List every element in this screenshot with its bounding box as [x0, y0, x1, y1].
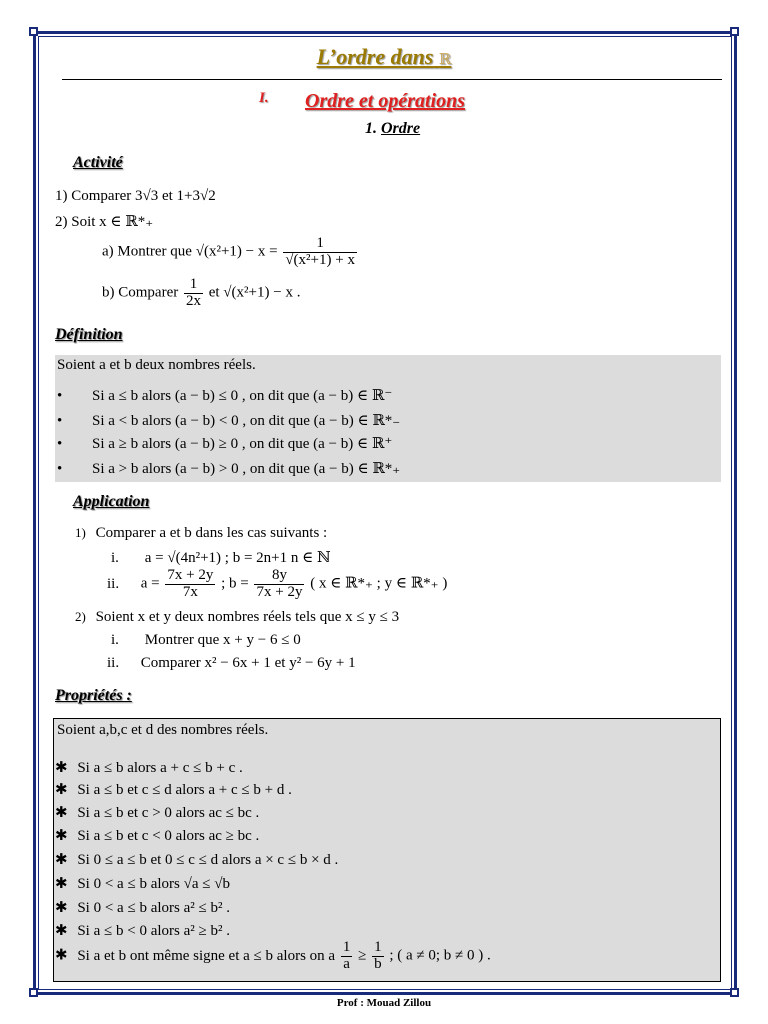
- propriete-item: [55, 850, 338, 869]
- fraction-numerator: 1: [342, 939, 351, 955]
- roman-number: i.: [111, 550, 119, 566]
- definition-intro: Soient a et b deux nombres réels.: [57, 357, 256, 373]
- q1-text: Comparer a et b dans les cas suivants :: [95, 525, 328, 541]
- activite-heading: Activité: [73, 154, 123, 171]
- definition-bullet: [57, 434, 392, 453]
- bullet-icon: •: [57, 388, 63, 404]
- section-title: Ordre et opérations: [305, 90, 465, 112]
- propriete-item: [55, 921, 230, 940]
- propriete-text: Si a et b ont même signe et a ≤ b alors on a: [77, 947, 339, 964]
- corner-ornament: [730, 27, 739, 36]
- propriete-item-last: [55, 940, 491, 973]
- application-q1: [75, 525, 327, 542]
- application-q2: [75, 609, 399, 626]
- definition-bullet-text: Si a < b alors (a − b) < 0 , on dit que (a − b) ∈ ℝ*₋: [92, 413, 401, 429]
- asterisk-icon: ✱: [55, 923, 68, 939]
- propriete-text: Si a ≤ b < 0 alors a² ≥ b² .: [77, 923, 230, 939]
- subsection-heading: [365, 120, 420, 138]
- fraction-denominator: 2x: [185, 292, 201, 309]
- propriete-text: Si a ≤ b et c ≤ d alors a + c ≤ b + d .: [77, 782, 292, 798]
- page-title: [0, 44, 768, 70]
- fraction-denominator: 7x + 2y: [256, 583, 303, 600]
- definition-bullet-text: Si a ≥ b alors (a − b) ≥ 0 , on dit que (a − b) ∈ ℝ⁺: [92, 436, 393, 452]
- proprietes-heading: Propriétés :: [55, 687, 132, 704]
- activite-b-text: b) Comparer: [102, 284, 182, 301]
- section-number: I.: [259, 90, 269, 106]
- propriete-item: [55, 780, 292, 799]
- q1-ii-b-label: ; b =: [221, 575, 253, 592]
- bullet-icon: •: [57, 461, 63, 477]
- fraction-numerator: 8y: [254, 568, 304, 585]
- asterisk-icon: ✱: [55, 876, 68, 892]
- fraction: [165, 568, 215, 601]
- q1-i-text: a = √(4n²+1) ; b = 2n+1 n ∈ ℕ: [144, 550, 331, 566]
- definition-bullet-text: Si a ≤ b alors (a − b) ≤ 0 , on dit que (a − b) ∈ ℝ⁻: [92, 388, 393, 404]
- definition-heading: Définition: [55, 326, 123, 343]
- asterisk-icon: ✱: [55, 900, 68, 916]
- definition-bullet: [57, 411, 400, 430]
- fraction-denominator: 7x: [182, 583, 198, 600]
- title-rule: [62, 79, 722, 80]
- propriete-text: Si a ≤ b et c > 0 alors ac ≤ bc .: [77, 805, 260, 821]
- q2-number: 2): [75, 609, 86, 624]
- q2-text: Soient x et y deux nombres réels tels que x ≤ y ≤ 3: [95, 609, 400, 625]
- fraction-numerator: 7x + 2y: [167, 567, 214, 583]
- q1-ii-a-label: a =: [140, 575, 164, 592]
- propriete-item: [55, 826, 259, 845]
- fraction: [341, 940, 353, 973]
- fraction: [254, 568, 304, 601]
- roman-number: i.: [111, 632, 119, 648]
- propriete-text: Si a ≤ b et c < 0 alors ac ≥ bc .: [77, 828, 260, 844]
- fraction: [283, 236, 357, 269]
- activite-a-text: a) Montrer que √(x²+1) − x =: [102, 243, 282, 260]
- definition-bullet-text: Si a > b alors (a − b) > 0 , on dit que (a − b) ∈ ℝ*₊: [92, 461, 401, 477]
- asterisk-icon: ✱: [55, 782, 68, 798]
- q2-ii-text: Comparer x² − 6x + 1 et y² − 6y + 1: [140, 655, 356, 671]
- propriete-text: Si 0 < a ≤ b alors √a ≤ √b: [77, 876, 230, 892]
- propriete-item: [55, 898, 230, 917]
- fraction-numerator: 1: [184, 277, 203, 294]
- activite-item-b: [102, 277, 300, 310]
- propriete-text: Si 0 < a ≤ b alors a² ≤ b² .: [77, 900, 230, 916]
- propriete-item: [55, 874, 230, 893]
- roman-number: ii.: [107, 575, 120, 592]
- propriete-text: Si 0 ≤ a ≤ b et 0 ≤ c ≤ d alors a × c ≤ b × d .: [77, 852, 339, 868]
- corner-ornament: [730, 988, 739, 997]
- activite-b-tail: et √(x²+1) − x .: [208, 284, 301, 301]
- fraction-numerator: 1: [374, 939, 382, 955]
- corner-ornament: [29, 988, 38, 997]
- bullet-icon: •: [57, 413, 63, 429]
- proprietes-intro: Soient a,b,c et d des nombres réels.: [57, 722, 269, 738]
- fraction: [184, 277, 203, 310]
- activite-item: 1) Comparer 3√3 et 1+3√2: [55, 188, 216, 204]
- title-text: L’ordre dans: [316, 44, 434, 69]
- asterisk-icon: ✱: [55, 828, 68, 844]
- activite-item-a: [102, 236, 359, 269]
- fraction-denominator: √(x²+1) + x: [285, 251, 355, 268]
- application-q2-ii: [107, 655, 356, 672]
- page-footer: Prof : Mouad Zillou: [336, 997, 432, 1009]
- roman-number: ii.: [107, 655, 120, 671]
- asterisk-icon: ✱: [55, 852, 68, 868]
- propriete-tail: ; ( a ≠ 0; b ≠ 0 ) .: [389, 947, 491, 964]
- fraction-denominator: a: [343, 955, 350, 972]
- application-q2-i: [111, 632, 301, 649]
- title-set-symbol: ℝ: [438, 52, 452, 68]
- asterisk-icon: ✱: [55, 947, 68, 964]
- propriete-item: [55, 758, 243, 777]
- asterisk-icon: ✱: [55, 760, 68, 776]
- fraction-numerator: 1: [283, 236, 357, 253]
- q1-ii-tail: ( x ∈ ℝ*₊ ; y ∈ ℝ*₊ ): [310, 575, 448, 592]
- application-q1-i: [111, 548, 331, 567]
- bullet-icon: •: [57, 436, 63, 452]
- subsection-title: Ordre: [381, 120, 421, 137]
- propriete-item: [55, 803, 259, 822]
- q1-number: 1): [75, 525, 86, 540]
- fraction: [372, 940, 384, 973]
- asterisk-icon: ✱: [55, 805, 68, 821]
- inequality-symbol: ≥: [358, 947, 371, 964]
- fraction-denominator: b: [374, 955, 382, 972]
- application-q1-ii: [107, 568, 447, 601]
- definition-bullet: [57, 459, 400, 478]
- propriete-text: Si a ≤ b alors a + c ≤ b + c .: [77, 760, 243, 776]
- q2-i-text: Montrer que x + y − 6 ≤ 0: [144, 632, 301, 648]
- definition-bullet: [57, 386, 392, 405]
- application-heading: Application: [73, 493, 150, 510]
- corner-ornament: [29, 27, 38, 36]
- subsection-number: 1.: [365, 120, 377, 137]
- activite-item: 2) Soit x ∈ ℝ*₊: [55, 214, 154, 230]
